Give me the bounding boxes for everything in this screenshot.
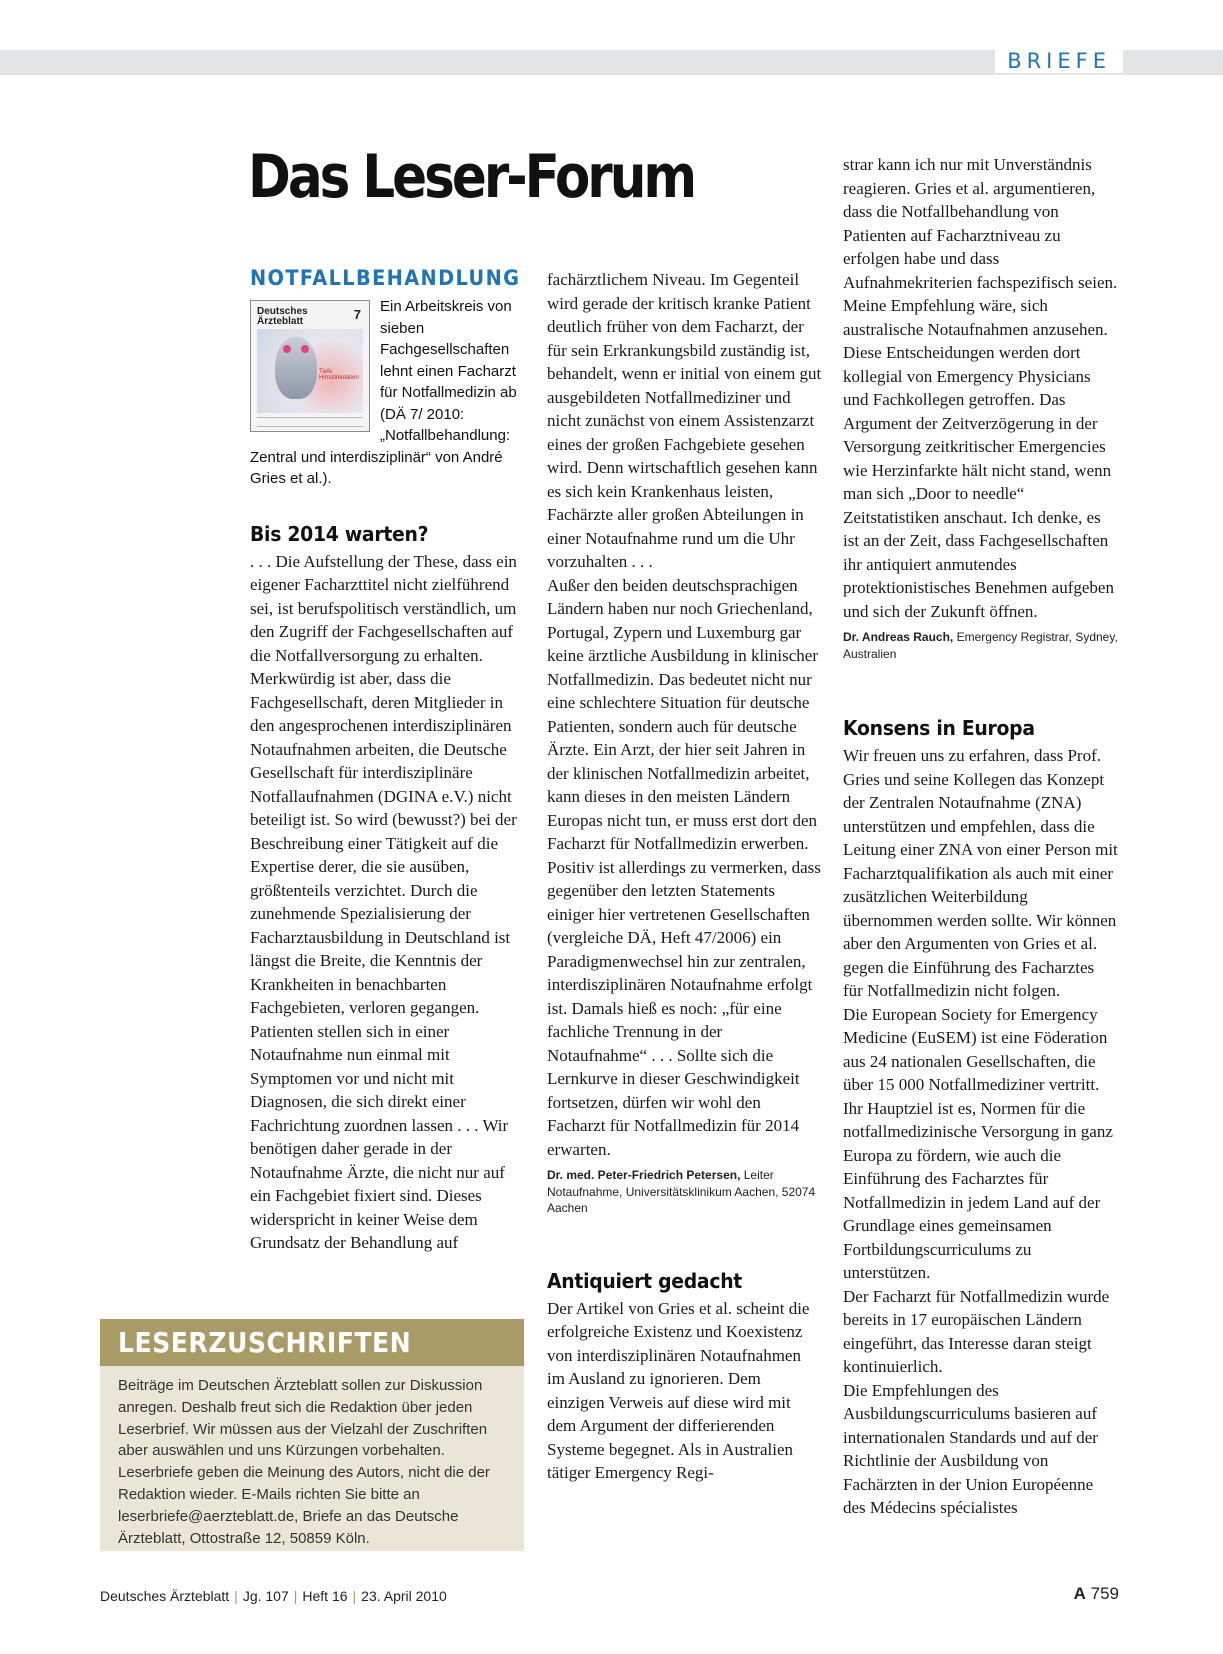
footer-date: 23. April 2010 bbox=[361, 1588, 447, 1604]
reader-letters-infobox bbox=[100, 1319, 524, 1551]
author-affiliation: Leiter Notaufnahme, Universitätsklinikum Aachen, 52074 Aachen bbox=[547, 1168, 816, 1215]
footer-issue: Heft 16 bbox=[302, 1588, 348, 1604]
letter-body-continued: strar kann ich nur mit Unverständnis reagieren. Gries et al. argumentieren, dass die Notfallbehandlung von Patienten auf Facharztniveau zu erfolgen habe und dass Aufnahmekriterien fachspezifisch seien. Meine Empfehlung wäre, sich australische Notaufnahmen anzusehen. Diese Entscheidungen werden dort kollegial von Emergency Physicians und Fachkollegen getroffen. Das Argument der Zeitverzögerung in der Versorgung zeitkritischer Emergencies wie Herzinfarkte hält nicht stand, wenn man sich „Door to needle“ Zeitstatistiken anschaut. Ich denke, es ist an der Zeit, dass Fachgesellschaften ihr antiquiert anmutendes protektionistisches Benehmen aufgeben und sich der Zukunft öffnen. bbox=[843, 155, 1118, 621]
footer-journal: Deutsches Ärzteblatt bbox=[100, 1588, 230, 1604]
spacer bbox=[843, 662, 1118, 716]
cover-image bbox=[257, 329, 363, 413]
footer-volume: Jg. 107 bbox=[242, 1588, 289, 1604]
column-2 bbox=[547, 268, 822, 1485]
footer-separator: | bbox=[234, 1588, 238, 1604]
cover-brand: Deutsches Ärzteblatt bbox=[257, 306, 308, 327]
letter-body: . . . Die Aufstellung der These, dass ein eigener Facharzttitel nicht zielführend sei, ist berufspolitisch verständlich, um den Zugriff der Fachgesellschaften auf die Notfallversorgung zu erhalten. Merkwürdig ist aber, dass die Fachgesellschaft, deren Mitglieder in den angesprochenen interdisziplinären Notaufnahmen arbeiten, die Deutsche Gesellschaft für interdisziplinäre Notfallaufnahmen (DGINA e.V.) nicht beteiligt ist. So wird (bewusst?) bei der Beschreibung einer Tätigkeit auf die Expertise derer, die sie ausüben, größtenteils verzichtet. Durch die zunehmende Spezialisierung der Facharztausbildung in Deutschland ist längst die Breite, die Kenntnis der Krankheiten in benachbarten Fachgebieten, verloren gegangen. Patienten stellen sich in einer Notaufnahme nun einmal mit Symptomen vor und nicht mit Diagnosen, die sich direkt einer Fachrichtung zuordnen lassen . . . Wir benötigen daher gerade in der Notaufnahme Ärzte, die nicht nur auf ein Fachgebiet fixiert sind. Dieses widerspricht in keiner Weise dem Grundsatz der Behandlung auf bbox=[250, 551, 517, 1252]
letter-author bbox=[843, 629, 1118, 662]
brain-glow-icon bbox=[301, 345, 309, 353]
topic-teaser: Ein Arbeitskreis von sieben Fachgesellschaften lehnt einen Facharzt für Notfallmedizin ab (DÄ 7/ 2010: „Notfallbehandlung: Zentral und interdisziplinär“ von André Gries et al.). bbox=[250, 298, 517, 487]
footer-citation bbox=[100, 1588, 447, 1604]
spacer bbox=[547, 1217, 822, 1269]
column-3 bbox=[843, 153, 1118, 1520]
author-name: Dr. Andreas Rauch, bbox=[843, 630, 954, 644]
letter-heading: Antiquiert gedacht bbox=[547, 1268, 743, 1293]
letter-author bbox=[547, 1167, 822, 1217]
cover-footer-lines bbox=[257, 417, 363, 427]
infobox-title-text: LESERZUSCHRIFTEN bbox=[118, 1326, 412, 1359]
magazine-cover-thumbnail bbox=[250, 300, 370, 432]
footer-separator: | bbox=[293, 1588, 298, 1604]
letter-body-paragraph: Außer den beiden deutschsprachigen Ländern haben nur noch Griechenland, Portugal, Zypern und Luxemburg gar keine ärztliche Ausbildung in klinischer Notfallmedizin. Das bedeutet nicht nur eine schlechtere Situation für deutsche Patienten, sondern auch für deutsche Ärzte. Ein Arzt, der hier seit Jahren in der klinischen Notfallmedizin arbeitet, kann dieses in den meisten Ländern Europas nicht tun, er muss erst dort den Facharzt für Notfallmedizin erwerben. Positiv ist allerdings zu vermerken, dass gegenüber den letzten Statements einiger hier vertretenen Gesellschaften (vergleiche DÄ, Heft 47/2006) ein Paradigmenwechsel hin zur zentralen, interdisziplinären Notaufnahme erfolgt ist. Damals hieß es noch: „für eine fachliche Trennung in der Notaufnahme“ . . . Sollte sich die Lernkurve in dieser Geschwindigkeit fortsetzen, dürfen wir wohl den Facharzt für Notfallmedizin für 2014 erwarten. bbox=[547, 575, 821, 1159]
letter-body-continued: fachärztlichem Niveau. Im Gegenteil wird gerade der kritisch kranke Patient deutlich früher von dem Facharzt, der für sein Erkrankungsbild zuständig ist, behandelt, wenn er initial von einem gut ausgebildeten Notfallmediziner und nicht zunächst von einem Assistenzarzt eines der großen Fachgebiete gesehen wird. Denn wirtschaftlich gesehen kann es sich kein Krankenhaus leisten, Fachärzte aller großen Abteilungen in einer Notaufnahme rund um die Uhr vorzuhalten . . . bbox=[547, 270, 822, 571]
author-affiliation: Emergency Registrar, Sydney, Australien bbox=[843, 630, 1118, 661]
cover-caption: Tiefe Hirnstimulation bbox=[319, 369, 359, 381]
letter-heading: Bis 2014 warten? bbox=[250, 521, 429, 546]
footer-separator: | bbox=[352, 1588, 357, 1604]
page-number bbox=[1074, 1584, 1119, 1604]
letter-body-paragraph: Der Facharzt für Notfallmedizin wurde bereits in 17 europäischen Ländern eingeführt, das Interesse daran steigt kontinuierlich. bbox=[843, 1286, 1110, 1376]
infobox-title bbox=[100, 1319, 524, 1366]
letter-body-paragraph: Die European Society for Emergency Medicine (EuSEM) ist eine Föderation aus 24 nationalen Gesellschaften, die über 15 000 Notfallmediziner vertritt. Ihr Hauptziel ist es, Normen für die notfallmedizinische Versorgung in ganz Europa zu fördern, wie auch die Einführung des Facharztes für Notfallmedizin in jedem Land auf der Grundlage eines gemeinsamen Fortbildungscurriculums zu unterstützen. bbox=[843, 1004, 1113, 1282]
letter-body: Wir freuen uns zu erfahren, dass Prof. Gries und seine Kollegen das Konzept der Zentralen Notaufnahme (ZNA) unterstützen und empfehlen, dass die Leitung einer ZNA von einer Person mit Facharztqualifikation als auch mit einer zusätzlichen Weiterbildung übernommen werden sollte. Wir können aber den Argumenten von Gries et al. gegen die Einführung des Facharztes für Notfallmedizin nicht folgen. bbox=[843, 746, 1118, 1000]
column-1 bbox=[250, 266, 525, 1255]
topic-kicker: NOTFALLBEHANDLUNG bbox=[250, 266, 521, 290]
letter-heading: Konsens in Europa bbox=[843, 716, 1035, 740]
brain-glow-icon bbox=[283, 345, 291, 353]
section-label: BRIEFE bbox=[995, 49, 1123, 73]
letter-body-paragraph: Die Empfehlungen des Ausbildungscurriculums basieren auf internationalen Standards und auf der Richtlinie der Ausbildung von Fachärzten in der Union Européenne des Médecins spécialistes bbox=[843, 1380, 1098, 1517]
page-prefix: A bbox=[1073, 1584, 1086, 1603]
infobox-text: Beiträge im Deutschen Ärzteblatt sollen zur Diskussion anregen. Deshalb freut sich die Redaktion über jeden Leserbrief. Wir müssen aus der Vielzahl der Zuschriften aber auswählen und uns Kürzungen vorbehalten. Leserbriefe geben die Meinung des Autors, nicht die der Redaktion wieder. E-Mails richten Sie bitte an leserbriefe@aerzteblatt.de, Briefe an das Deutsche Ärzteblatt, Ottostraße 12, 50859 Köln. bbox=[118, 1377, 490, 1547]
head-illustration-icon bbox=[275, 337, 317, 399]
page-number-value: 759 bbox=[1090, 1584, 1119, 1603]
cover-issue-number: 7 bbox=[353, 307, 361, 322]
author-name: Dr. med. Peter-Friedrich Petersen, bbox=[547, 1168, 741, 1182]
letter-body: Der Artikel von Gries et al. scheint die erfolgreiche Existenz und Koexistenz von interdisziplinären Notaufnahmen im Ausland zu ignorieren. Dem einzigen Verweis auf diese wird mit dem Argument der differierenden Systeme begegnet. Als in Australien tätiger Emergency Regi- bbox=[547, 1298, 810, 1482]
page-title: Das Leser-Forum bbox=[248, 142, 695, 212]
